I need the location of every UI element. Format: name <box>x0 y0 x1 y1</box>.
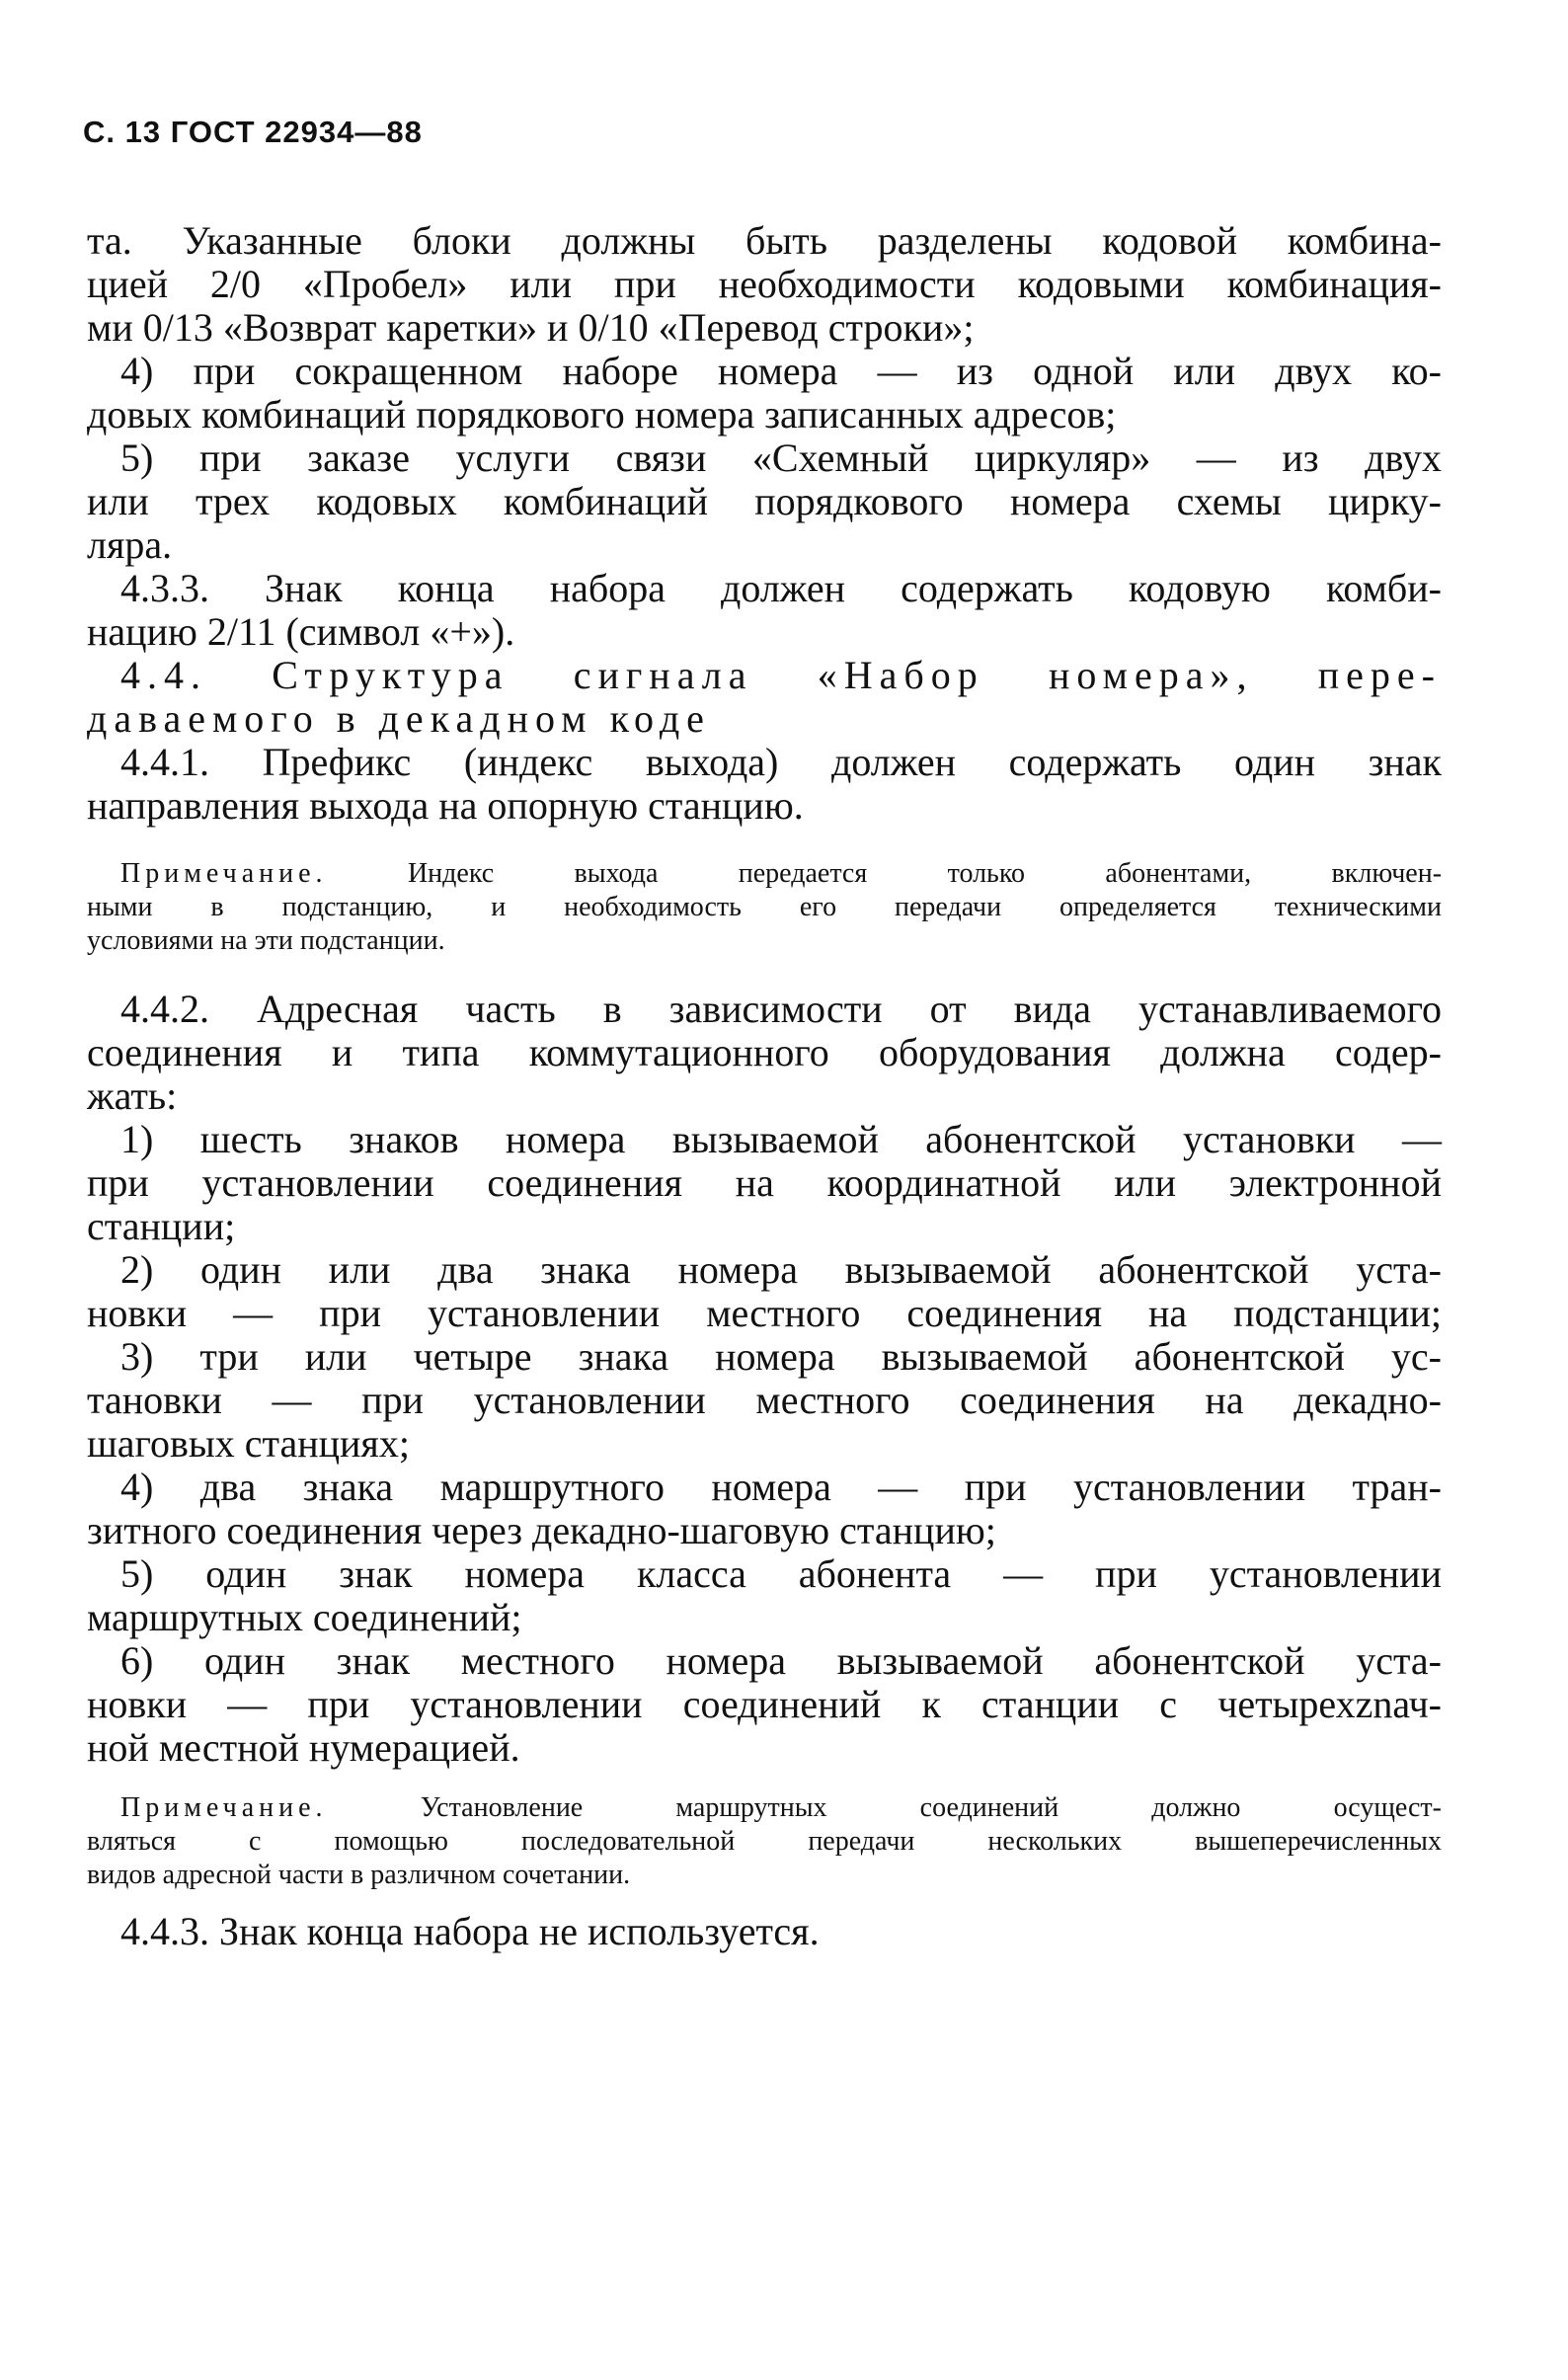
page-header: С. 13 ГОСТ 22934—88 <box>83 115 423 149</box>
text-line: маршрутных соединений; <box>87 1595 522 1639</box>
text-line: та. Указанные блоки должны быть разделены кодовой комбина- <box>87 218 1442 263</box>
text-line: соединения и типа коммутационного оборудования должна содер- <box>87 1030 1442 1074</box>
note-line <box>87 857 1442 891</box>
text-line: 6) один знак местного номера вызываемой абонентской уста- <box>120 1638 1442 1683</box>
note-line: видов адресной части в различном сочетании. <box>87 1860 631 1890</box>
note-text: Индекс выхода передается только абонентами, включен- <box>407 858 1443 889</box>
text-line: новки — при установлении соединений к станции с четырехznач- <box>87 1682 1442 1726</box>
text-line: 4.4.1. Префикс (индекс выхода) должен содержать один знак <box>120 740 1442 784</box>
note-1 <box>87 857 1442 958</box>
note-line <box>87 1791 1442 1825</box>
text-line: нацию 2/11 (символ «+»). <box>87 609 515 654</box>
text-line: направления выхода на опорную станцию. <box>87 783 804 828</box>
text-line: цией 2/0 «Пробел» или при необходимости кодовыми комбинация- <box>87 262 1442 306</box>
text-line: новки — при установлении местного соединения на подстанции; <box>87 1291 1442 1335</box>
text-line: 4.4.2. Адресная часть в зависимости от вида устанавливаемого <box>120 987 1442 1031</box>
text-line: 5) при заказе услуги связи «Схемный циркуляр» — из двух <box>120 436 1442 480</box>
section-heading-line: 4.4. Структура сигнала «Набор номера», пере- <box>120 653 1442 697</box>
text-block-3 <box>87 1910 1442 1953</box>
text-line: 4) при сокращенном наборе номера — из одной или двух ко- <box>120 349 1442 393</box>
text-line: зитного соединения через декадно-шаговую станцию; <box>87 1508 996 1552</box>
text-line: при установлении соединения на координатной или электронной <box>87 1160 1442 1205</box>
text-line: 4) два знака маршрутного номера — при установлении тран- <box>120 1465 1442 1509</box>
note-2 <box>87 1791 1442 1892</box>
note-line: условиями на эти подстанции. <box>87 925 445 956</box>
text-line: ми 0/13 «Возврат каретки» и 0/10 «Перевод строки»; <box>87 305 975 350</box>
text-line: 1) шесть знаков номера вызываемой абонентской установки — <box>120 1117 1442 1161</box>
note-text: Установление маршрутных соединений должно осущест- <box>420 1792 1442 1823</box>
note-label: Примечание. <box>120 1792 328 1823</box>
note-line: ными в подстанцию, и необходимость его передачи определяется техническими <box>87 892 1442 922</box>
text-line: шаговых станциях; <box>87 1421 410 1466</box>
text-block-2 <box>87 988 1442 1770</box>
section-heading-line: даваемого в декадном коде <box>87 696 711 741</box>
text-line: станции; <box>87 1204 236 1248</box>
text-line: 4.4.3. Знак конца набора не используется. <box>120 1909 820 1953</box>
text-line: или трех кодовых комбинаций порядкового номера схемы цирку- <box>87 479 1442 523</box>
text-line: довых комбинаций порядкового номера записанных адресов; <box>87 392 1117 436</box>
note-line: вляться с помощью последовательной передачи нескольких вышеперечисленных <box>87 1826 1442 1857</box>
note-label: Примечание. <box>120 858 328 889</box>
text-line: 5) один знак номера класса абонента — при установлении <box>120 1551 1442 1596</box>
text-line: 3) три или четыре знака номера вызываемой абонентской ус- <box>120 1334 1442 1379</box>
text-line: ляра. <box>87 522 173 567</box>
text-line: тановки — при установлении местного соединения на декадно- <box>87 1378 1442 1422</box>
text-line: жать: <box>87 1073 178 1118</box>
text-line: 2) один или два знака номера вызываемой абонентской уста- <box>120 1247 1442 1292</box>
text-line: 4.3.3. Знак конца набора должен содержать кодовую комби- <box>120 566 1442 610</box>
text-block-1 <box>87 219 1442 828</box>
text-line: ной местной нумерацией. <box>87 1725 520 1770</box>
